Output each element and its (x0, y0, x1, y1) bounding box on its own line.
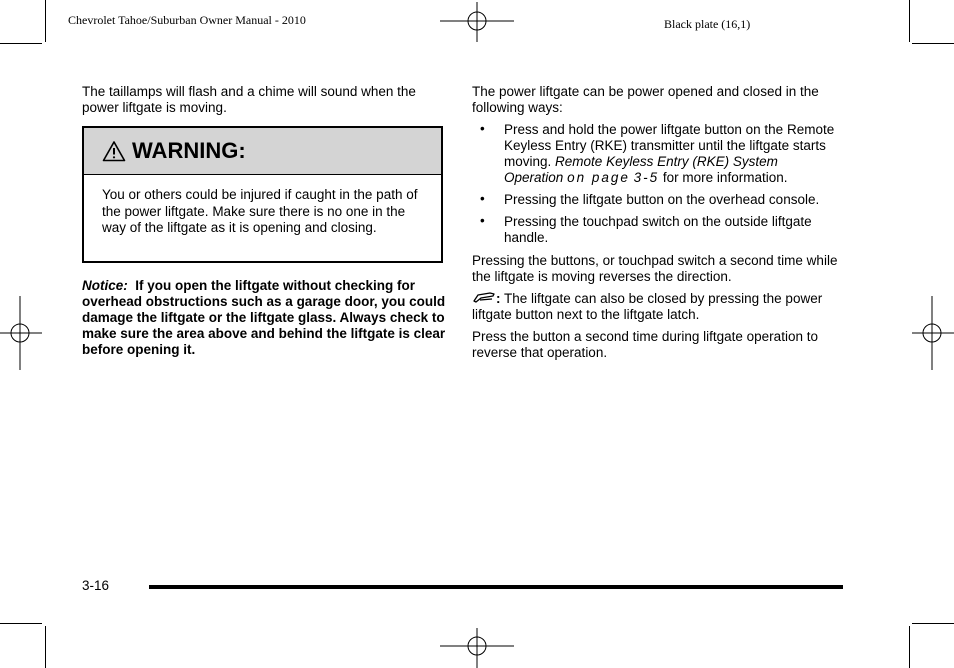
notice-text: If you open the liftgate without checking for overhead obstructions such as a garage door, you could damage the liftgate or the liftgate glass. Always check to make sure the area above and behind the liftgate is clear before opening it. (82, 278, 446, 357)
warning-title: WARNING: (132, 138, 246, 163)
liftgate-close-text: The liftgate can also be closed by pressing the power liftgate button next to the liftgate latch. (472, 291, 823, 322)
crop-mark (45, 0, 46, 42)
notice-label: Notice: (82, 278, 128, 293)
bullet-glyph: • (480, 191, 485, 206)
reverse-direction-paragraph: Pressing the buttons, or touchpad switch a second time while the liftgate is moving reverses the direction. (472, 253, 838, 284)
crop-mark (912, 623, 954, 624)
cross-reference-link[interactable]: Remote Keyless Entry (RKE) System Operation (504, 154, 778, 185)
bullet-glyph: • (480, 213, 485, 228)
footer-rule (149, 585, 843, 589)
list-item-text: Pressing the touchpad switch on the outside liftgate handle. (504, 214, 812, 245)
manual-title: Chevrolet Tahoe/Suburban Owner Manual - 2010 (68, 13, 306, 27)
left-column (82, 84, 448, 122)
list-item-text: Press and hold the power liftgate button on the Remote Keyless Entry (RKE) transmitter until the liftgate starts moving. (504, 122, 835, 169)
registration-mark-bottom (440, 628, 514, 668)
taillamps-paragraph: The taillamps will flash and a chime will sound when the power liftgate is moving. (82, 84, 416, 115)
list-item (472, 214, 838, 246)
registration-mark-right (912, 296, 954, 370)
list-item (472, 192, 838, 208)
crop-mark (909, 0, 910, 42)
right-column (472, 84, 838, 367)
liftgate-close-paragraph (472, 291, 838, 323)
list-item (472, 122, 838, 186)
crop-mark (0, 43, 42, 44)
reverse-operation-paragraph: Press the button a second time during liftgate operation to reverse that operation. (472, 329, 818, 360)
crop-mark (45, 626, 46, 668)
plate-label: Black plate (16,1) (664, 17, 751, 31)
crop-mark (0, 623, 42, 624)
registration-mark-left (0, 296, 42, 370)
list-item-text: Pressing the liftgate button on the overhead console. (504, 192, 820, 207)
crop-mark (909, 626, 910, 668)
power-liftgate-intro: The power liftgate can be power opened and closed in the following ways: (472, 84, 819, 115)
warning-box (82, 126, 443, 263)
cross-reference-on-page: on page (567, 170, 630, 185)
list-item-tail: for more information. (662, 170, 788, 185)
warning-triangle-icon (102, 140, 126, 162)
warning-body: You or others could be injured if caught in the path of the power liftgate. Make sure there is no one in the way of the liftgate as it is opening and closing. (102, 187, 418, 235)
page-number: 3-16 (82, 578, 110, 593)
notice-paragraph (82, 278, 448, 358)
crop-mark (912, 43, 954, 44)
opening-methods-list (472, 122, 838, 246)
registration-mark-top (440, 2, 514, 42)
cross-reference-page[interactable]: 3-5 (633, 170, 660, 185)
liftgate-icon-colon: : (496, 291, 501, 306)
warning-header (84, 128, 441, 175)
bullet-glyph: • (480, 121, 485, 136)
liftgate-icon (472, 291, 496, 304)
